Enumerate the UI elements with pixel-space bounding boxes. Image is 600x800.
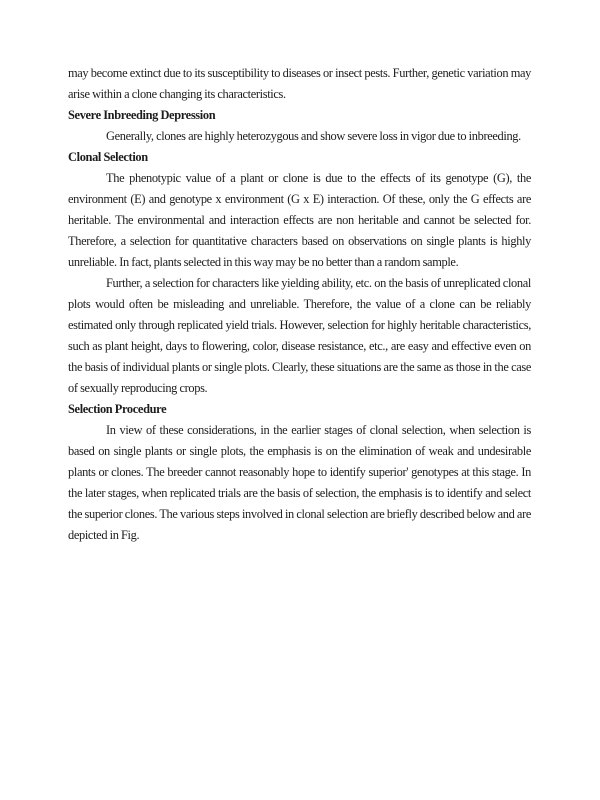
section-heading: Clonal Selection bbox=[68, 150, 148, 164]
paragraph: The phenotypic value of a plant or clone is due to the effects of its genotype (G), the environment (E) and genotype x environment (G x E) interaction. Of these, only the G effects are heritable. The environmental and interaction effects are non heritable and cannot be selected for. Therefore, a selection for quantitative characters based on observations on single plants is highly unreliable. In fact, plants selected in this way may be no better than a random sample. bbox=[68, 171, 531, 269]
paragraph: In view of these considerations, in the earlier stages of clonal selection, when selection is based on single plants or single plots, the emphasis is on the elimination of weak and undesirable plants or clones. The breeder cannot reasonably hope to identify superior' genotypes at this stage. In the later stages, when replicated trials are the basis of selection, the emphasis is to identify and select the superior clones. The various steps involved in clonal selection are briefly described below and are depicted in Fig. bbox=[68, 423, 531, 542]
section-heading: Severe Inbreeding Depression bbox=[68, 108, 216, 122]
paragraph: may become extinct due to its susceptibility to diseases or insect pests. Further, genetic variation may arise within a clone changing its characteristics. bbox=[68, 66, 531, 101]
text-block bbox=[68, 63, 531, 546]
paragraph: Further, a selection for characters like yielding ability, etc. on the basis of unreplicated clonal plots would often be misleading and unreliable. Therefore, the value of a clone can be reliably estimated only through replicated yield trials. However, selection for highly heritable characteristics, such as plant height, days to flowering, color, disease resistance, etc., are easy and effective even on the basis of individual plants or single plots. Clearly, these situations are the same as those in the case of sexually reproducing crops. bbox=[68, 276, 531, 395]
paragraph: Generally, clones are highly heterozygous and show severe loss in vigor due to inbreeding. bbox=[106, 129, 521, 143]
section-heading: Selection Procedure bbox=[68, 402, 167, 416]
